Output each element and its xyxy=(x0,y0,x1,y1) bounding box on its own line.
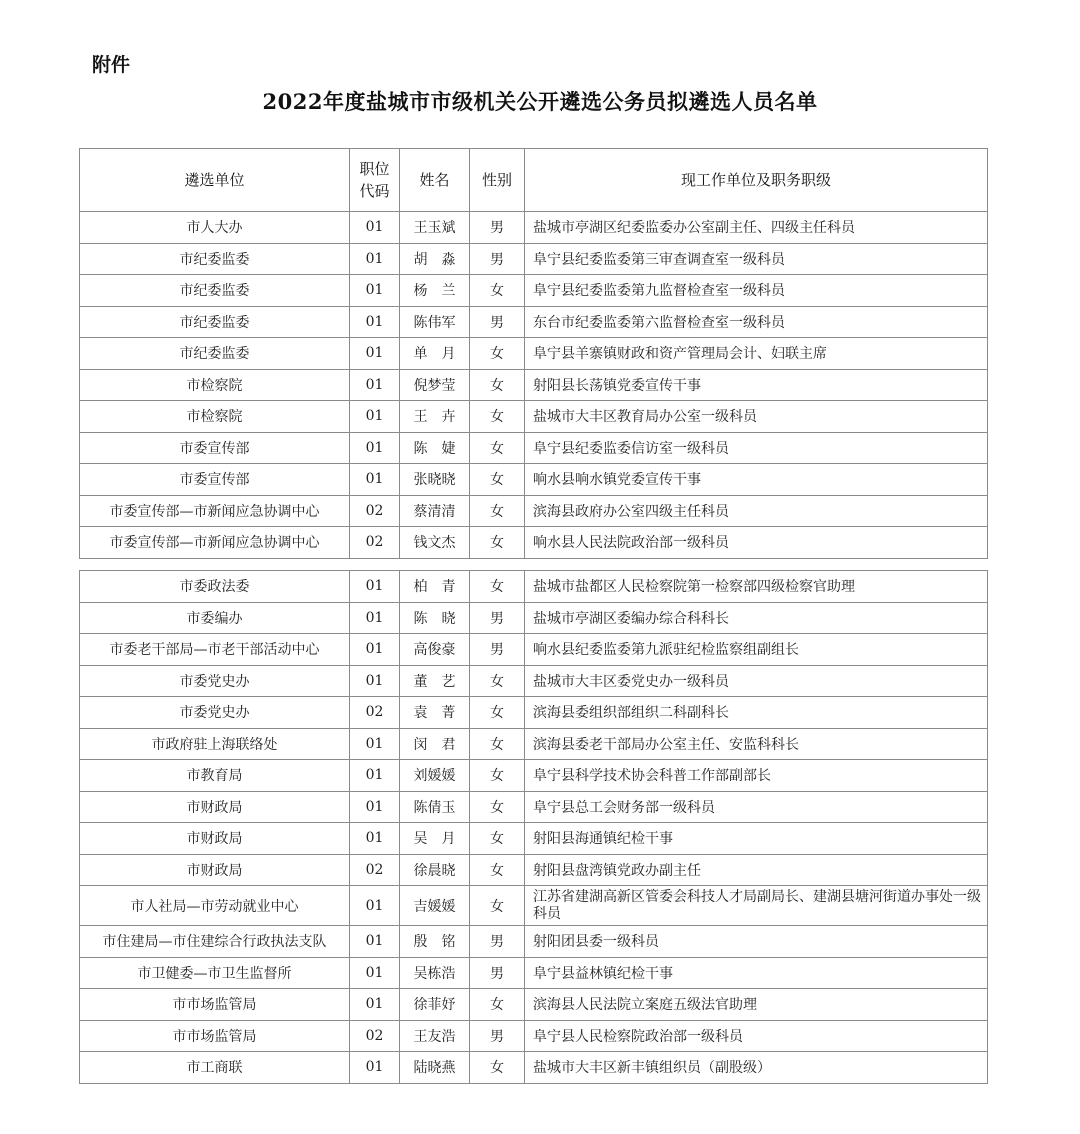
cell-name: 王玉斌 xyxy=(400,212,470,244)
roster-table-top xyxy=(79,148,988,559)
cell-name: 张晓晓 xyxy=(400,464,470,496)
table-row xyxy=(80,212,988,244)
cell-name: 钱文杰 xyxy=(400,527,470,559)
header-unit: 遴选单位 xyxy=(80,149,350,212)
cell-name: 陈 晓 xyxy=(400,602,470,634)
cell-code: 02 xyxy=(350,697,400,729)
cell-unit: 市纪委监委 xyxy=(80,338,350,370)
cell-position: 滨海县委老干部局办公室主任、安监科科长 xyxy=(525,728,988,760)
header-position: 现工作单位及职务职级 xyxy=(525,149,988,212)
cell-name: 陈 婕 xyxy=(400,432,470,464)
cell-name: 倪梦莹 xyxy=(400,369,470,401)
cell-name: 徐菲妤 xyxy=(400,989,470,1021)
cell-name: 吴栋浩 xyxy=(400,957,470,989)
cell-position: 盐城市亭湖区委编办综合科科长 xyxy=(525,602,988,634)
table-row xyxy=(80,823,988,855)
cell-code: 01 xyxy=(350,401,400,433)
cell-code: 01 xyxy=(350,989,400,1021)
cell-unit: 市人社局—市劳动就业中心 xyxy=(80,886,350,926)
cell-position: 东台市纪委监委第六监督检查室一级科员 xyxy=(525,306,988,338)
table-row xyxy=(80,306,988,338)
cell-gender: 女 xyxy=(470,495,525,527)
cell-gender: 女 xyxy=(470,369,525,401)
table-row xyxy=(80,432,988,464)
cell-position: 阜宁县纪委监委信访室一级科员 xyxy=(525,432,988,464)
cell-position: 响水县人民法院政治部一级科员 xyxy=(525,527,988,559)
document-title: 2022年度盐城市市级机关公开遴选公务员拟遴选人员名单 xyxy=(262,89,818,114)
cell-code: 01 xyxy=(350,1052,400,1084)
cell-gender: 男 xyxy=(470,243,525,275)
cell-name: 徐晨晓 xyxy=(400,854,470,886)
cell-position: 射阳团县委一级科员 xyxy=(525,926,988,958)
cell-code: 01 xyxy=(350,571,400,603)
cell-gender: 女 xyxy=(470,697,525,729)
cell-unit: 市检察院 xyxy=(80,401,350,433)
cell-code: 02 xyxy=(350,1020,400,1052)
cell-unit: 市检察院 xyxy=(80,369,350,401)
table-header-row xyxy=(80,149,988,212)
table-row xyxy=(80,854,988,886)
cell-position: 盐城市盐都区人民检察院第一检察部四级检察官助理 xyxy=(525,571,988,603)
cell-name: 陈倩玉 xyxy=(400,791,470,823)
table-row xyxy=(80,401,988,433)
cell-code: 01 xyxy=(350,369,400,401)
cell-unit: 市纪委监委 xyxy=(80,306,350,338)
cell-unit: 市市场监管局 xyxy=(80,1020,350,1052)
cell-code: 01 xyxy=(350,823,400,855)
cell-code: 01 xyxy=(350,602,400,634)
cell-name: 袁 菁 xyxy=(400,697,470,729)
header-code xyxy=(350,149,400,212)
cell-unit: 市市场监管局 xyxy=(80,989,350,1021)
table-row xyxy=(80,1020,988,1052)
cell-gender: 男 xyxy=(470,957,525,989)
cell-name: 王 卉 xyxy=(400,401,470,433)
cell-unit: 市财政局 xyxy=(80,823,350,855)
cell-gender: 女 xyxy=(470,823,525,855)
cell-code: 01 xyxy=(350,634,400,666)
cell-position: 阜宁县益林镇纪检干事 xyxy=(525,957,988,989)
cell-position: 阜宁县纪委监委第九监督检查室一级科员 xyxy=(525,275,988,307)
cell-unit: 市政府驻上海联络处 xyxy=(80,728,350,760)
cell-code: 01 xyxy=(350,791,400,823)
cell-gender: 女 xyxy=(470,527,525,559)
cell-name: 陈伟军 xyxy=(400,306,470,338)
table-row xyxy=(80,1052,988,1084)
cell-unit: 市纪委监委 xyxy=(80,275,350,307)
cell-gender: 女 xyxy=(470,886,525,926)
cell-unit: 市人大办 xyxy=(80,212,350,244)
cell-gender: 女 xyxy=(470,791,525,823)
cell-code: 01 xyxy=(350,338,400,370)
table-row xyxy=(80,275,988,307)
cell-gender: 女 xyxy=(470,1052,525,1084)
cell-name: 吴 月 xyxy=(400,823,470,855)
cell-code: 02 xyxy=(350,527,400,559)
cell-gender: 女 xyxy=(470,401,525,433)
cell-code: 01 xyxy=(350,212,400,244)
cell-position: 响水县响水镇党委宣传干事 xyxy=(525,464,988,496)
cell-gender: 女 xyxy=(470,760,525,792)
cell-gender: 男 xyxy=(470,212,525,244)
table-row xyxy=(80,886,988,926)
cell-unit: 市委编办 xyxy=(80,602,350,634)
roster-table-bottom xyxy=(79,570,988,1084)
cell-code: 01 xyxy=(350,886,400,926)
cell-code: 01 xyxy=(350,665,400,697)
cell-position: 盐城市大丰区新丰镇组织员（副股级） xyxy=(525,1052,988,1084)
table-row xyxy=(80,369,988,401)
table-row xyxy=(80,243,988,275)
cell-gender: 男 xyxy=(470,306,525,338)
cell-position: 响水县纪委监委第九派驻纪检监察组副组长 xyxy=(525,634,988,666)
cell-gender: 女 xyxy=(470,275,525,307)
cell-code: 01 xyxy=(350,275,400,307)
cell-name: 刘媛媛 xyxy=(400,760,470,792)
cell-code: 01 xyxy=(350,464,400,496)
cell-unit: 市委宣传部 xyxy=(80,432,350,464)
cell-unit: 市工商联 xyxy=(80,1052,350,1084)
cell-unit: 市教育局 xyxy=(80,760,350,792)
cell-code: 01 xyxy=(350,760,400,792)
table-row xyxy=(80,728,988,760)
table-row xyxy=(80,338,988,370)
cell-code: 02 xyxy=(350,495,400,527)
cell-position: 盐城市亭湖区纪委监委办公室副主任、四级主任科员 xyxy=(525,212,988,244)
cell-position: 江苏省建湖高新区管委会科技人才局副局长、建湖县塘河街道办事处一级科员 xyxy=(525,886,988,926)
cell-name: 单 月 xyxy=(400,338,470,370)
cell-name: 蔡清清 xyxy=(400,495,470,527)
cell-position: 滨海县委组织部组织二科副科长 xyxy=(525,697,988,729)
cell-position: 阜宁县羊寨镇财政和资产管理局会计、妇联主席 xyxy=(525,338,988,370)
cell-position: 盐城市大丰区委党史办一级科员 xyxy=(525,665,988,697)
cell-code: 01 xyxy=(350,243,400,275)
cell-position: 阜宁县科学技术协会科普工作部副部长 xyxy=(525,760,988,792)
cell-name: 杨 兰 xyxy=(400,275,470,307)
cell-name: 董 艺 xyxy=(400,665,470,697)
cell-position: 射阳县海通镇纪检干事 xyxy=(525,823,988,855)
table-row xyxy=(80,634,988,666)
table-row xyxy=(80,495,988,527)
cell-position: 滨海县人民法院立案庭五级法官助理 xyxy=(525,989,988,1021)
cell-gender: 女 xyxy=(470,571,525,603)
cell-position: 射阳县盘湾镇党政办副主任 xyxy=(525,854,988,886)
cell-gender: 男 xyxy=(470,926,525,958)
table-row xyxy=(80,602,988,634)
cell-code: 02 xyxy=(350,854,400,886)
cell-unit: 市财政局 xyxy=(80,854,350,886)
table-row xyxy=(80,926,988,958)
cell-code: 01 xyxy=(350,432,400,464)
cell-gender: 女 xyxy=(470,432,525,464)
table-row xyxy=(80,464,988,496)
table-row xyxy=(80,760,988,792)
cell-position: 阜宁县纪委监委第三审查调查室一级科员 xyxy=(525,243,988,275)
header-code-text: 职位代码 xyxy=(359,160,390,200)
cell-code: 01 xyxy=(350,306,400,338)
cell-unit: 市委政法委 xyxy=(80,571,350,603)
cell-unit: 市委党史办 xyxy=(80,665,350,697)
cell-gender: 男 xyxy=(470,602,525,634)
cell-gender: 女 xyxy=(470,665,525,697)
cell-unit: 市委宣传部—市新闻应急协调中心 xyxy=(80,527,350,559)
cell-position: 射阳县长荡镇党委宣传干事 xyxy=(525,369,988,401)
cell-gender: 女 xyxy=(470,989,525,1021)
cell-position: 阜宁县人民检察院政治部一级科员 xyxy=(525,1020,988,1052)
cell-position: 阜宁县总工会财务部一级科员 xyxy=(525,791,988,823)
attachment-label: 附件 xyxy=(92,54,131,76)
cell-gender: 男 xyxy=(470,1020,525,1052)
table-row xyxy=(80,989,988,1021)
cell-name: 王友浩 xyxy=(400,1020,470,1052)
cell-unit: 市委党史办 xyxy=(80,697,350,729)
cell-unit: 市纪委监委 xyxy=(80,243,350,275)
cell-unit: 市委宣传部 xyxy=(80,464,350,496)
cell-gender: 女 xyxy=(470,728,525,760)
cell-code: 01 xyxy=(350,926,400,958)
header-name: 姓名 xyxy=(400,149,470,212)
header-gender: 性别 xyxy=(470,149,525,212)
cell-unit: 市住建局—市住建综合行政执法支队 xyxy=(80,926,350,958)
cell-code: 01 xyxy=(350,728,400,760)
cell-name: 陆晓燕 xyxy=(400,1052,470,1084)
cell-name: 闵 君 xyxy=(400,728,470,760)
cell-name: 殷 铭 xyxy=(400,926,470,958)
cell-gender: 女 xyxy=(470,338,525,370)
cell-name: 高俊豪 xyxy=(400,634,470,666)
cell-position: 盐城市大丰区教育局办公室一级科员 xyxy=(525,401,988,433)
cell-gender: 女 xyxy=(470,464,525,496)
table-row xyxy=(80,791,988,823)
cell-unit: 市委宣传部—市新闻应急协调中心 xyxy=(80,495,350,527)
cell-name: 胡 淼 xyxy=(400,243,470,275)
cell-code: 01 xyxy=(350,957,400,989)
table-row xyxy=(80,697,988,729)
cell-name: 柏 青 xyxy=(400,571,470,603)
cell-gender: 男 xyxy=(470,634,525,666)
table-row xyxy=(80,527,988,559)
cell-position: 滨海县政府办公室四级主任科员 xyxy=(525,495,988,527)
cell-unit: 市委老干部局—市老干部活动中心 xyxy=(80,634,350,666)
table-row xyxy=(80,665,988,697)
cell-name: 吉媛媛 xyxy=(400,886,470,926)
cell-gender: 女 xyxy=(470,854,525,886)
cell-unit: 市财政局 xyxy=(80,791,350,823)
cell-unit: 市卫健委—市卫生监督所 xyxy=(80,957,350,989)
table-row xyxy=(80,571,988,603)
table-row xyxy=(80,957,988,989)
